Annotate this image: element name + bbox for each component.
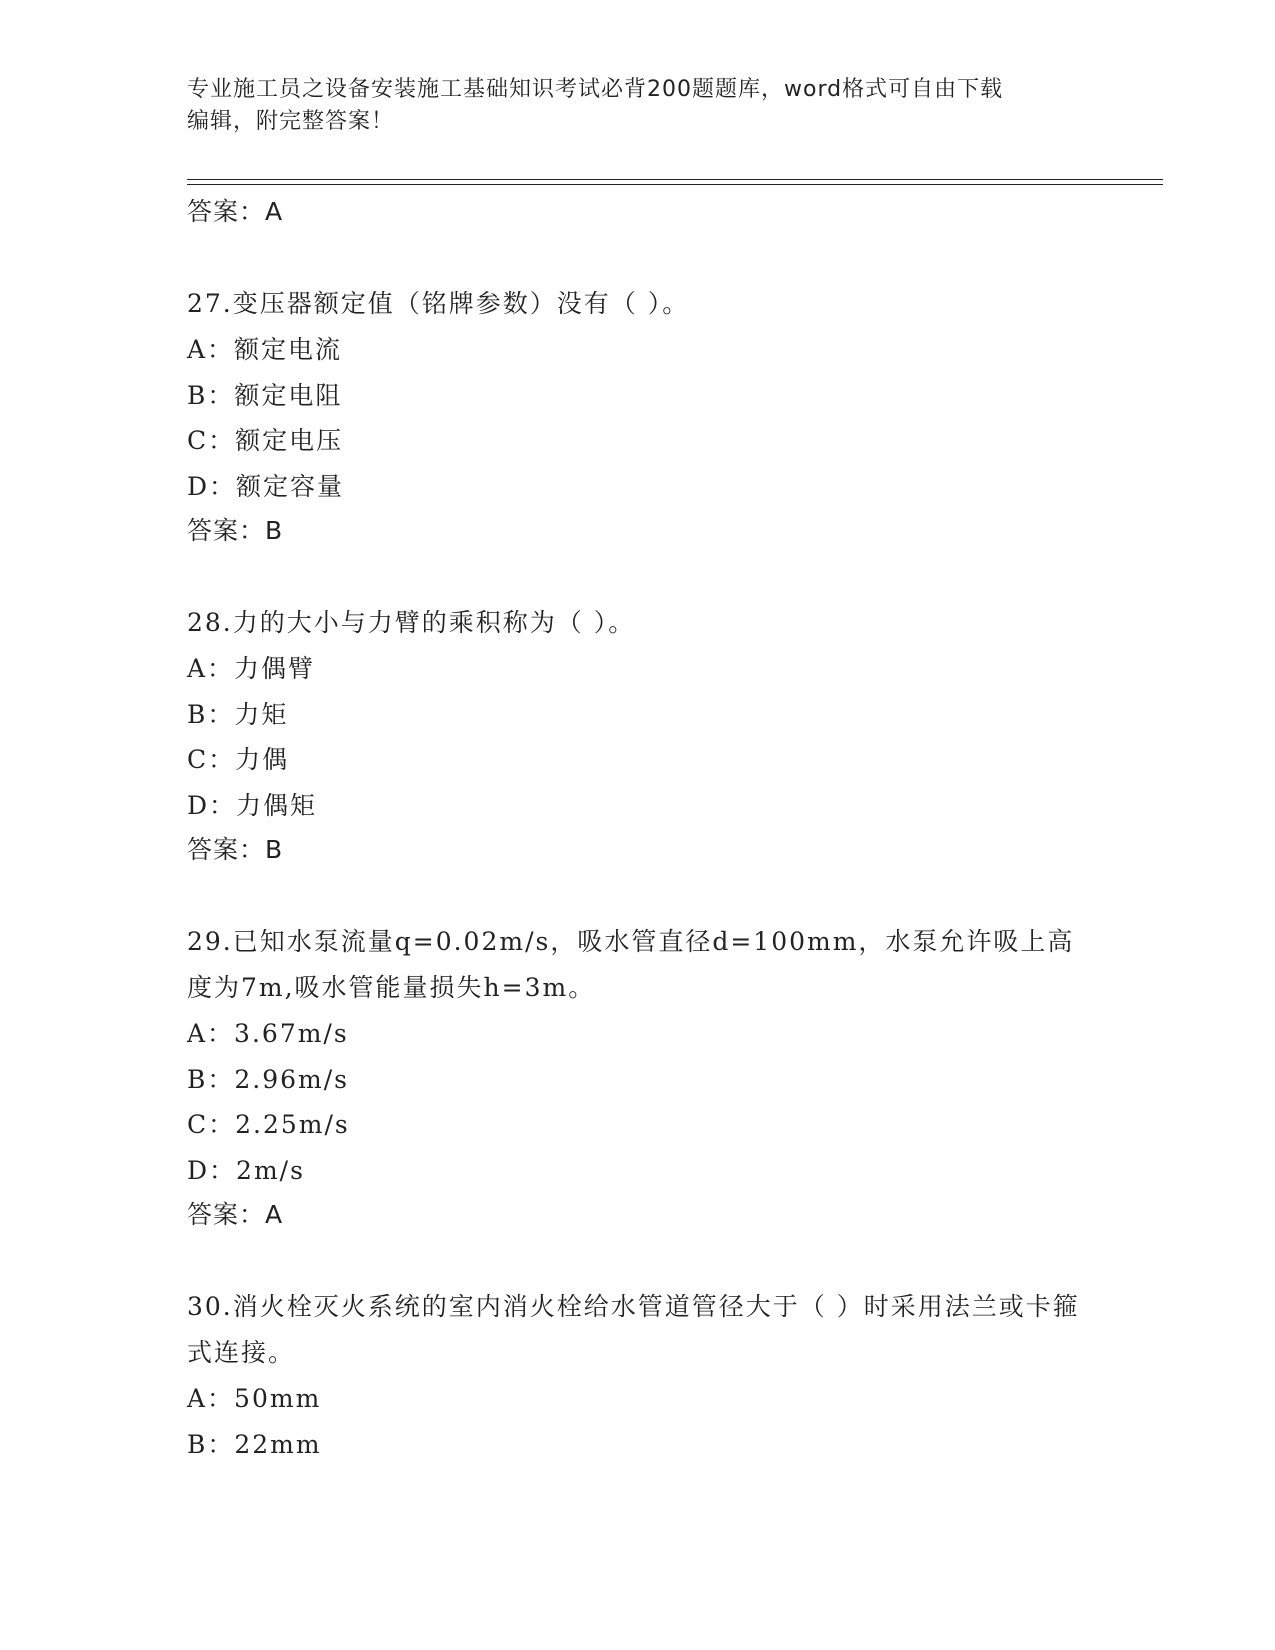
option-d: D：力偶矩 [187,790,318,820]
option-a: A：额定电流 [187,335,343,364]
header-divider-top [187,179,1163,180]
option-a: A：50mm [187,1384,322,1413]
question-text: 28.力的大小与力臂的乘积称为（ ）。 [187,608,636,637]
option-a: A：力偶臂 [187,654,316,683]
option-b: B：22mm [187,1429,322,1459]
header-line-1: 专业施工员之设备安装施工基础知识考试必背200题题库，word格式可自由下载 [187,77,1004,102]
option-d: D：额定容量 [187,471,345,501]
option-a: A：3.67m/s [187,1019,349,1048]
answer-line: 答案：B [187,835,284,864]
question-block [187,600,1087,872]
option-d: D：2m/s [187,1155,305,1185]
option-c: C：力偶 [187,745,290,774]
question-text: 27.变压器额定值（铭牌参数）没有（ ）。 [187,289,690,318]
option-b: B：额定电阻 [187,380,343,410]
question-text: 29.已知水泵流量q=0.02m/s，吸水管直径d=100mm，水泵允许吸上高度为7m,吸水管能量损失h=3m。 [187,927,1075,1002]
question-block [187,919,1087,1237]
header-divider-bottom [187,184,1163,185]
option-b: B：2.96m/s [187,1064,349,1094]
answer-line: 答案：A [187,1200,284,1229]
question-block [187,281,1087,553]
question-text: 30.消火栓灭火系统的室内消火栓给水管道管径大于（ ）时采用法兰或卡箍式连接。 [187,1292,1080,1367]
question-block [187,1284,1087,1467]
option-c: C：额定电压 [187,426,344,455]
answer-line: 答案：B [187,516,284,545]
option-b: B：力矩 [187,699,289,729]
header-line-2: 编辑，附完整答案！ [187,109,395,134]
option-c: C：2.25m/s [187,1110,350,1139]
document-header [187,74,1067,138]
question-list [187,190,1087,1467]
answer-line: 答案：A [187,197,284,226]
